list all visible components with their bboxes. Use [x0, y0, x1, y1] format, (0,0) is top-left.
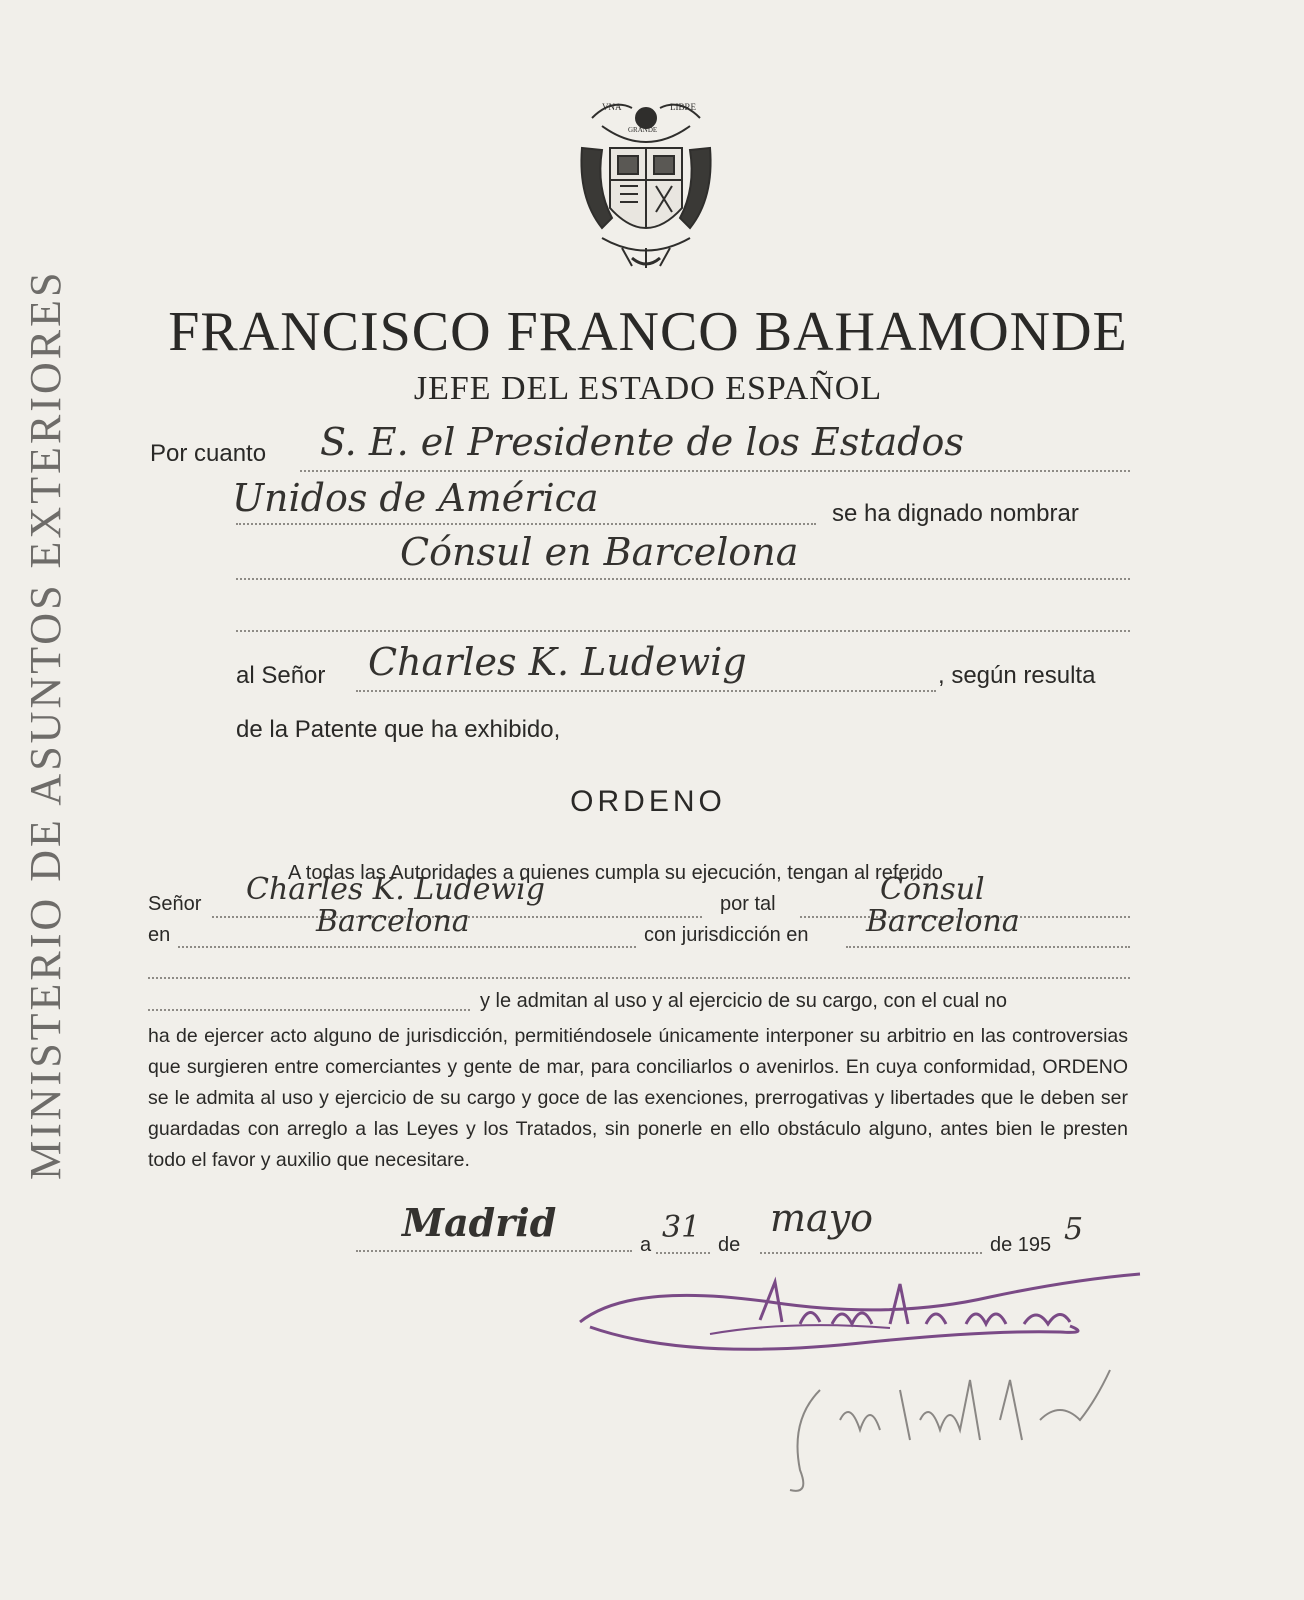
- order-senor-label: Señor: [148, 893, 202, 915]
- nombrar-label: se ha dignado nombrar: [832, 500, 1079, 527]
- order-en-label: en: [148, 924, 171, 946]
- date-year-label: de 195: [990, 1234, 1052, 1256]
- seal-motto-left: VNA: [602, 102, 622, 112]
- order-body: ha de ejercer acto alguno de jurisdicción, permitiéndosele únicamente interponer su arbitrio en las controversias que surgieren entre comerciantes y gente de mar, para conciliarlos o avenirlos. En cuya conformidad, ORDENO se le admita al uso y ejercicio de su cargo y goce de las exenciones, prerrogativas y libertades que le deben ser guardadas con arreglo a las Leyes y los Tratados, sin ponerle en ello obstáculo alguno, antes bien le presten todo el favor y auxilio que necesitare.: [148, 1025, 1128, 1171]
- senor-value: Charles K. Ludewig: [368, 640, 747, 684]
- por-tal-value: Cónsul: [880, 872, 985, 907]
- segun-label: , según resulta: [938, 662, 1096, 689]
- order-senor-value: Charles K. Ludewig: [246, 872, 545, 907]
- date-a-label: a: [640, 1234, 652, 1256]
- document-subtitle: JEFE DEL ESTADO ESPAÑOL: [413, 370, 883, 407]
- order-en-value: Barcelona: [316, 904, 470, 939]
- side-inscription: MINISTERIO DE ASUNTOS EXTERIORES: [21, 269, 70, 1180]
- patente-label: de la Patente que ha exhibido,: [236, 716, 561, 743]
- date-year-digit: 5: [1064, 1212, 1084, 1247]
- por-cuanto-value-1: S. E. el Presidente de los Estados: [320, 420, 964, 464]
- date-day: 31: [662, 1210, 701, 1245]
- seal-motto-right: LIBRE: [670, 102, 696, 112]
- jurisdiccion-label: con jurisdicción en: [644, 924, 809, 946]
- ordeno-heading: ORDENO: [570, 785, 726, 818]
- franco-signature: [570, 1262, 1160, 1372]
- seal-motto-center: GRANDE: [628, 126, 658, 134]
- senor-label: al Señor: [236, 662, 326, 689]
- order-admitan: y le admitan al uso y al ejercicio de su cargo, con el cual no: [480, 990, 1007, 1012]
- por-cuanto-label: Por cuanto: [150, 440, 267, 467]
- por-tal-label: por tal: [720, 893, 776, 915]
- coat-of-arms-seal: [572, 88, 720, 272]
- document-title: FRANCISCO FRANCO BAHAMONDE: [168, 301, 1128, 363]
- date-month: mayo: [770, 1196, 874, 1240]
- por-cuanto-value-2: Unidos de América: [232, 476, 599, 520]
- cargo-value: Cónsul en Barcelona: [400, 530, 799, 574]
- order-intro: A todas las Autoridades a quienes cumpla su ejecución, tengan al referido: [288, 862, 943, 884]
- date-place: Madrid: [402, 1200, 557, 1245]
- date-de-label: de: [718, 1234, 741, 1256]
- minister-signature: [760, 1360, 1140, 1500]
- jurisdiccion-value: Barcelona: [866, 904, 1020, 939]
